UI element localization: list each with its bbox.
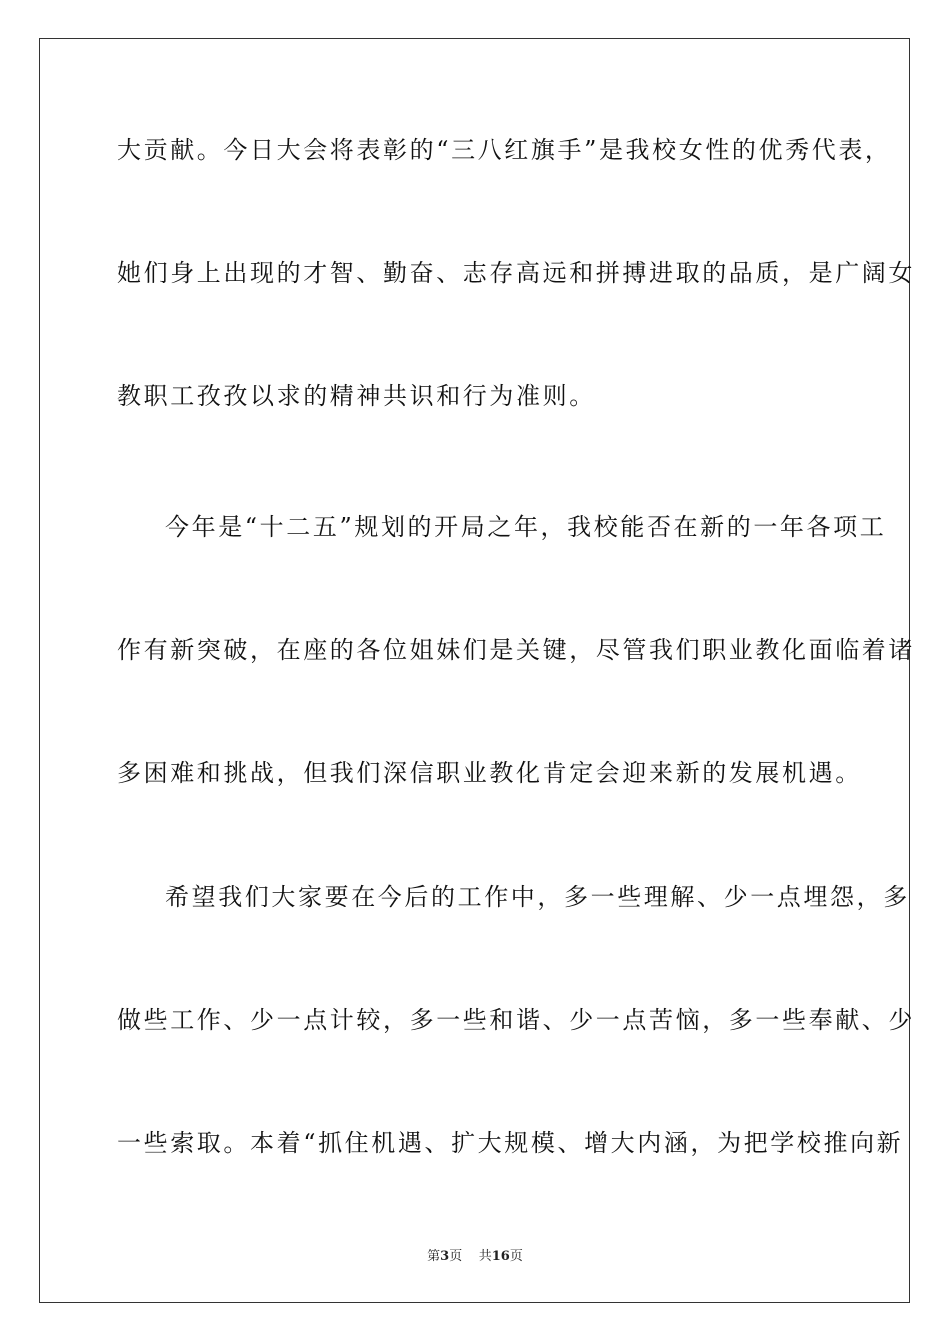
text-line: 作有新突破，在座的各位姐妹们是关键，尽管我们职业教化面临着诸 — [117, 636, 915, 664]
text-line: 大贡献。今日大会将表彰的“三八红旗手”是我校女性的优秀代表， — [117, 136, 892, 164]
page-suffix: 页 — [449, 1249, 463, 1264]
text-line: 她们身上出现的才智、勤奋、志存高远和拼搏进取的品质，是广阔女 — [117, 259, 915, 287]
page-footer — [0, 1248, 950, 1266]
text-line: 今年是“十二五”规划的开局之年，我校能否在新的一年各项工 — [165, 513, 887, 541]
page-number: 3 — [440, 1249, 450, 1264]
text-line: 希望我们大家要在今后的工作中，多一些理解、少一点埋怨，多 — [165, 883, 910, 911]
page-frame — [39, 38, 915, 1303]
total-prefix: 共 — [478, 1249, 492, 1264]
text-line: 教职工孜孜以求的精神共识和行为准则。 — [117, 382, 596, 410]
text-line: 多困难和挑战，但我们深信职业教化肯定会迎来新的发展机遇。 — [117, 759, 862, 787]
total-suffix: 页 — [509, 1249, 523, 1264]
text-line: 一些索取。本着“抓住机遇、扩大规模、增大内涵，为把学校推向新 — [117, 1129, 904, 1157]
text-line: 做些工作、少一点计较，多一些和谐、少一点苦恼，多一些奉献、少 — [117, 1006, 915, 1034]
page-prefix: 第 — [427, 1249, 441, 1264]
total-pages: 16 — [491, 1249, 510, 1264]
